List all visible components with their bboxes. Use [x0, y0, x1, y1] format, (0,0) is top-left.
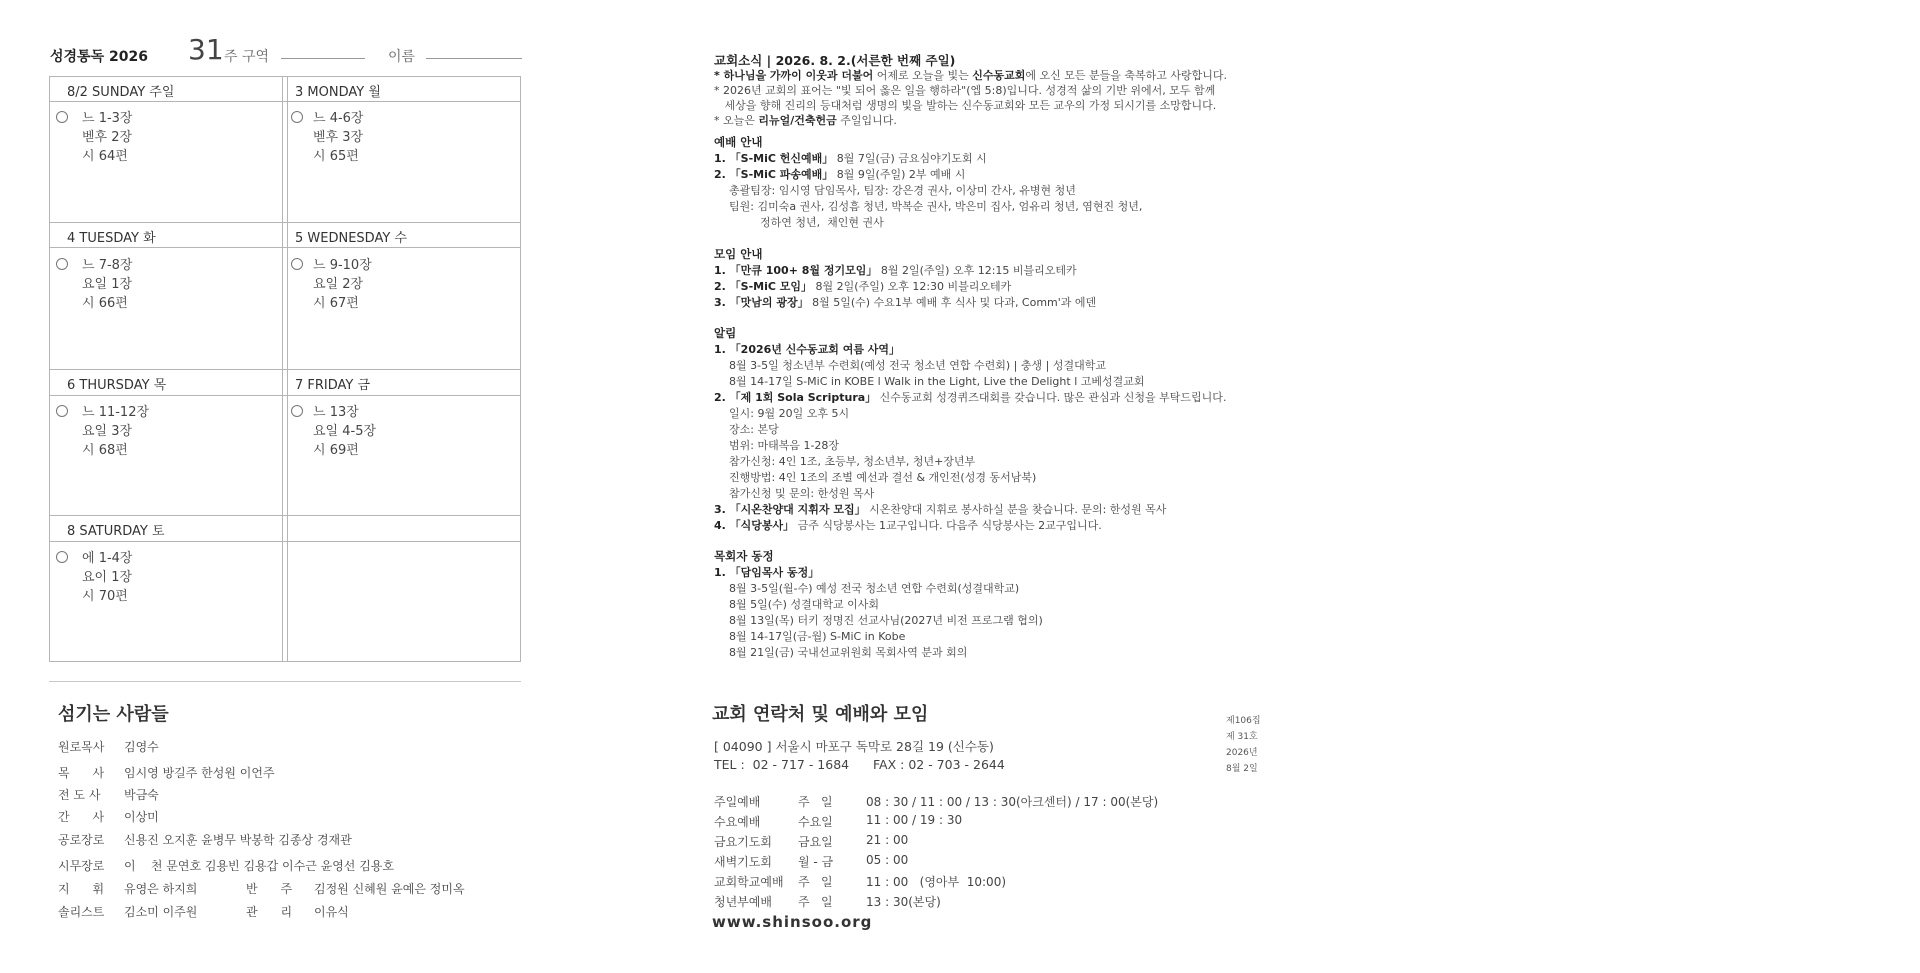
intro-line: * 하나님을 가까이 이웃과 더불어 어제로 오늘을 빛는 신수동교회에 오신 모든 분들을 축복하고 사랑합니다.	[714, 69, 1227, 82]
announce-section-title: 알림	[714, 326, 737, 340]
meeting-item: 2. 「S-MiC 모임」 8월 2일(주일) 오후 12:30 비블리오테카	[714, 280, 1012, 293]
church-tel: TEL : 02 - 717 - 1684	[714, 757, 850, 772]
service-day: 수요일	[798, 815, 833, 829]
website-link[interactable]: www.shinsoo.org	[712, 913, 873, 931]
service-day: 주 일	[798, 895, 833, 909]
servant-role: 목 사	[58, 766, 105, 780]
service-day: 주 일	[798, 795, 833, 809]
pastor-detail: 8월 21일(금) 국내선교위원회 목회사역 분과 회의	[729, 646, 968, 659]
intro-line: 세상을 향해 진리의 등대처럼 생명의 빛을 발하는 신수동교회와 모든 교우의 가정 되시기를 소망합니다.	[714, 99, 1217, 112]
reading-grid	[49, 76, 521, 662]
reading-line: 시 69편	[313, 443, 359, 458]
announce-item: 4. 「식당봉사」 금주 식당봉사는 1교구입니다. 다음주 식당봉사는 2교구입니다.	[714, 519, 1102, 532]
service-day: 주 일	[798, 875, 833, 889]
reading-line: 느 1-3장	[82, 111, 133, 126]
service-name: 청년부예배	[714, 895, 772, 909]
service-time: 11 : 00 (영아부 10:00)	[866, 875, 1007, 889]
reading-line: 요이 1장	[82, 570, 133, 585]
reading-line: 시 65편	[313, 149, 359, 164]
servant-names: 이상미	[124, 810, 159, 824]
servant-names: 이 천 문연호 김용빈 김용갑 이수근 윤영선 김용호	[124, 859, 394, 873]
reading-line: 느 4-6장	[313, 111, 364, 126]
service-name: 금요기도회	[714, 835, 772, 849]
pastor-detail: 8월 5일(수) 성결대학교 이사회	[729, 598, 879, 611]
service-time: 05 : 00	[866, 853, 909, 867]
publication-info: 2026년	[1226, 748, 1258, 758]
contact-title: 교회 연락처 및 예배와 모임	[712, 704, 929, 725]
day-header: 7 FRIDAY 금	[295, 378, 371, 393]
worship-detail: 총괄팀장: 임시영 담임목사, 팀장: 강은경 권사, 이상미 간사, 유병현 청년	[729, 184, 1076, 197]
service-time: 11 : 00 / 19 : 30	[866, 813, 963, 827]
reading-line: 요일 4-5장	[313, 424, 377, 439]
name-label: 이름	[388, 49, 416, 65]
announce-detail: 진행방법: 4인 1조의 조별 예선과 결선 & 개인전(성경 동서남북)	[729, 471, 1037, 484]
announce-detail: 참가신청: 4인 1조, 초등부, 청소년부, 청년+장년부	[729, 455, 976, 468]
reading-line: 시 68편	[82, 443, 128, 458]
check-circle[interactable]	[56, 258, 68, 270]
meeting-section-title: 모임 안내	[714, 247, 763, 261]
check-circle[interactable]	[56, 111, 68, 123]
check-circle[interactable]	[291, 258, 303, 270]
reading-line: 시 70편	[82, 589, 128, 604]
service-name: 주일예배	[714, 795, 761, 809]
reading-line: 시 66편	[82, 296, 128, 311]
servant-role: 지 휘	[58, 882, 105, 896]
announce-detail: 8월 14-17일 S-MiC in KOBE l Walk in the Light, Live the Delight l 고베성결교회	[729, 375, 1145, 388]
servant-names: 김정원 신혜원 윤예은 정미옥	[314, 882, 465, 896]
announce-detail: 일시: 9월 20일 오후 5시	[729, 407, 850, 420]
service-day: 월 - 금	[798, 855, 834, 869]
announce-item: 3. 「시온찬양대 지휘자 모집」 시온찬양대 지휘로 봉사하실 분을 찾습니다. 문의: 한성원 목사	[714, 503, 1167, 516]
intro-line: * 2026년 교회의 표어는 "빛 되어 옳은 일을 행하라"(엡 5:8)입니다. 성경적 삶의 기반 위에서, 모두 함께	[714, 84, 1216, 97]
reading-line: 느 9-10장	[313, 258, 372, 273]
servant-role: 전 도 사	[58, 788, 101, 802]
servant-role: 관 리	[246, 905, 293, 919]
church-fax: FAX : 02 - 703 - 2644	[873, 757, 1005, 772]
service-day: 금요일	[798, 835, 833, 849]
reading-line: 벧후 2장	[82, 130, 133, 145]
day-header: 8/2 SUNDAY 주일	[67, 85, 175, 100]
meeting-item: 1. 「만큐 100+ 8월 정기모임」 8월 2일(주일) 오후 12:15 비블리오테카	[714, 264, 1077, 277]
worship-detail: 팀원: 김미숙a 권사, 김성흠 청년, 박복순 권사, 박은미 집사, 엄유리 청년, 염현진 청년,	[729, 200, 1143, 213]
pastor-detail: 8월 13일(목) 터키 정명진 선교사님(2027년 비전 프로그램 협의)	[729, 614, 1043, 627]
district-blank-line	[281, 58, 365, 59]
reading-line: 시 67편	[313, 296, 359, 311]
pastor-detail: 8월 14-17일(금-월) S-MiC in Kobe	[729, 630, 906, 643]
day-header: 8 SATURDAY 토	[67, 524, 165, 539]
servant-names: 신용진 오지훈 윤병무 박봉학 김종상 경재관	[124, 833, 352, 847]
reading-line: 느 11-12장	[82, 405, 150, 420]
service-name: 교회학교예배	[714, 875, 784, 889]
servant-role: 원로목사	[58, 740, 105, 754]
day-header: 4 TUESDAY 화	[67, 231, 156, 246]
announce-detail: 8월 3-5일 청소년부 수련회(예성 전국 청소년 연합 수련회) | 충생 | 성결대학교	[729, 359, 1106, 372]
service-time: 21 : 00	[866, 833, 909, 847]
week-unit-label: 주 구역	[224, 49, 270, 65]
announce-item: 2. 「제 1회 Sola Scriptura」 신수동교회 성경퀴즈대회를 갖습니다. 많은 관심과 신청을 부탁드립니다.	[714, 391, 1227, 404]
publication-info: 제 31호	[1226, 732, 1258, 742]
servant-names: 박금숙	[124, 788, 159, 802]
service-time: 08 : 30 / 11 : 00 / 13 : 30(아크센터) / 17 : 00(본당)	[866, 795, 1159, 809]
servant-names: 유영은 하지희	[124, 882, 198, 896]
reading-line: 요일 2장	[313, 277, 364, 292]
pastor-item: 1. 「담임목사 동정」	[714, 566, 820, 579]
worship-item: 1. 「S-MiC 헌신예배」 8월 7일(금) 금요심야기도회 시	[714, 152, 987, 165]
publication-info: 8월 2일	[1226, 764, 1258, 774]
check-circle[interactable]	[291, 405, 303, 417]
section-divider	[49, 681, 521, 682]
check-circle[interactable]	[56, 551, 68, 563]
servant-role: 공로장로	[58, 833, 105, 847]
servant-role: 시무장로	[58, 859, 105, 873]
reading-line: 느 7-8장	[82, 258, 133, 273]
reading-line: 요일 3장	[82, 424, 133, 439]
check-circle[interactable]	[56, 405, 68, 417]
announce-detail: 참가신청 및 문의: 한성원 목사	[729, 487, 875, 500]
worship-detail: 정하연 청년, 채인현 권사	[760, 216, 884, 229]
servants-title: 섬기는 사람들	[58, 704, 169, 725]
day-header: 3 MONDAY 월	[295, 85, 381, 100]
day-header: 5 WEDNESDAY 수	[295, 231, 407, 246]
intro-line: * 오늘은 리뉴얼/건축헌금 주일입니다.	[714, 114, 897, 127]
servant-names: 김소미 이주원	[124, 905, 198, 919]
servant-names: 김영수	[124, 740, 159, 754]
church-address: [ 04090 ] 서울시 마포구 독막로 28길 19 (신수동)	[714, 739, 994, 754]
servant-names: 이유식	[314, 905, 349, 919]
reading-line: 요일 1장	[82, 277, 133, 292]
notices-heading: 교회소식 | 2026. 8. 2.(서른한 번째 주일)	[714, 53, 956, 68]
reading-line: 벧후 3장	[313, 130, 364, 145]
reading-line: 시 64편	[82, 149, 128, 164]
service-name: 수요예배	[714, 815, 761, 829]
name-blank-line	[426, 58, 522, 59]
pastor-detail: 8월 3-5일(월-수) 예성 전국 청소년 연합 수련회(성결대학교)	[729, 582, 1020, 595]
servant-role: 솔리스트	[58, 905, 105, 919]
servant-names: 임시영 방길주 한성원 이언주	[124, 766, 275, 780]
announce-detail: 장소: 본당	[729, 423, 779, 436]
service-time: 13 : 30(본당)	[866, 895, 941, 909]
check-circle[interactable]	[291, 111, 303, 123]
week-number: 31	[188, 33, 224, 66]
worship-item: 2. 「S-MiC 파송예배」 8월 9일(주일) 2부 예배 시	[714, 168, 966, 181]
reading-line: 느 13장	[313, 405, 359, 420]
day-header: 6 THURSDAY 목	[67, 378, 167, 393]
announce-item: 1. 「2026년 신수동교회 여름 사역」	[714, 343, 901, 356]
worship-section-title: 예배 안내	[714, 135, 763, 149]
service-name: 새벽기도회	[714, 855, 772, 869]
pastor-section-title: 목회자 동정	[714, 549, 774, 563]
servant-role: 반 주	[246, 882, 293, 896]
meeting-item: 3. 「맛남의 광장」 8월 5일(수) 수요1부 예배 후 식사 및 다과, Comm'과 에덴	[714, 296, 1097, 309]
announce-detail: 범위: 마태복음 1-28장	[729, 439, 840, 452]
reading-line: 에 1-4장	[82, 551, 133, 566]
page-title: 성경통독 2026	[50, 49, 148, 65]
servant-role: 간 사	[58, 810, 105, 824]
publication-info: 제106집	[1226, 716, 1261, 726]
